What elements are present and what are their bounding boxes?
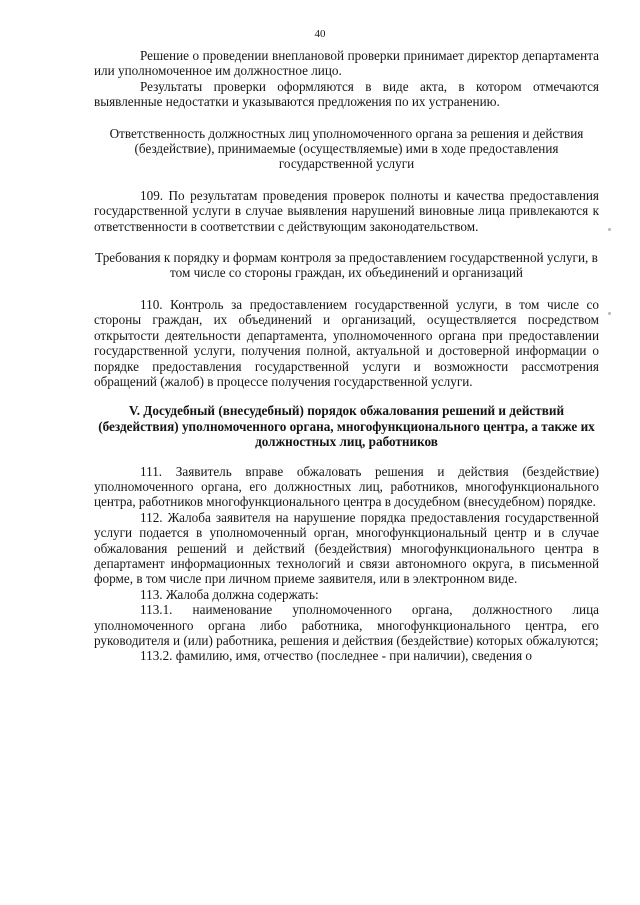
paragraph-112: 112. Жалоба заявителя на нарушение порядка предоставления государственной услуги подается в уполномоченный орган, многофункциональный центр и в случае обжалования решений и действий (бездействия) многофункционального центра в департамент информационных технологий и связи автономного округа, в письменной форме, в том числе при личном приеме заявителя, или в электронном виде.: [94, 509, 599, 587]
paragraph-113: 113. Жалоба должна содержать:: [140, 586, 319, 602]
heading-responsibility: Ответственность должностных лиц уполномоченного органа за решения и действия (бездействие), принимаемые (осуществляемые) ими в ходе предоставления государственной услуги: [109, 125, 584, 172]
scan-speck: [608, 312, 611, 315]
paragraph-113-1: 113.1. наименование уполномоченного органа, должностного лица уполномоченного органа либо работника, многофункционального центра, его руководителя и (или) работника, решения и действия (бездействие) которых обжалуются;: [94, 602, 599, 648]
scan-speck: [608, 228, 611, 231]
heading-control-requirements: Требования к порядку и формам контроля за предоставлением государственной услуги, в том числе со стороны граждан, их объединений и организаций: [95, 250, 598, 281]
paragraph-113-2: 113.2. фамилию, имя, отчество (последнее - при наличии), сведения о: [140, 648, 533, 664]
paragraph-110: 110. Контроль за предоставлением государственной услуги, в том числе со стороны граждан, их объединений и организаций, осуществляется посредством открытости деятельности департамента, уполномоченного органа при предоставлении государственной услуги, получения полной, актуальной и достоверной информации о порядке предоставления государственной услуги и возможности рассмотрения обращений (жалоб) в процессе получения государственной услуги.: [94, 296, 599, 389]
text-column: [94, 48, 599, 664]
paragraph-109: 109. По результатам проведения проверок полноты и качества предоставления государственной услуги в случае выявления нарушений виновные лица привлекаются к ответственности в соответствии с действующим законодательством.: [94, 187, 599, 234]
page-number: 40: [314, 28, 326, 40]
paragraph-111: 111. Заявитель вправе обжаловать решения и действия (бездействие) уполномоченного органа, его должностных лиц, работников, многофункционального центра, работников многофункционального центра в досудебном (внесудебном) порядке.: [94, 463, 599, 510]
paragraph-inspection-results: Результаты проверки оформляются в виде акта, в котором отмечаются выявленные недостатки и указываются предложения по их устранению.: [94, 78, 599, 110]
paragraph-inspection-decision: Решение о проведении внеплановой проверки принимает директор департамента или уполномоченное им должностное лицо.: [94, 48, 599, 79]
section-heading-v: V. Досудебный (внесудебный) порядок обжалования решений и действий (бездействия) уполномоченного органа, многофункционального центра, а также их должностных лиц, работников: [98, 403, 595, 450]
